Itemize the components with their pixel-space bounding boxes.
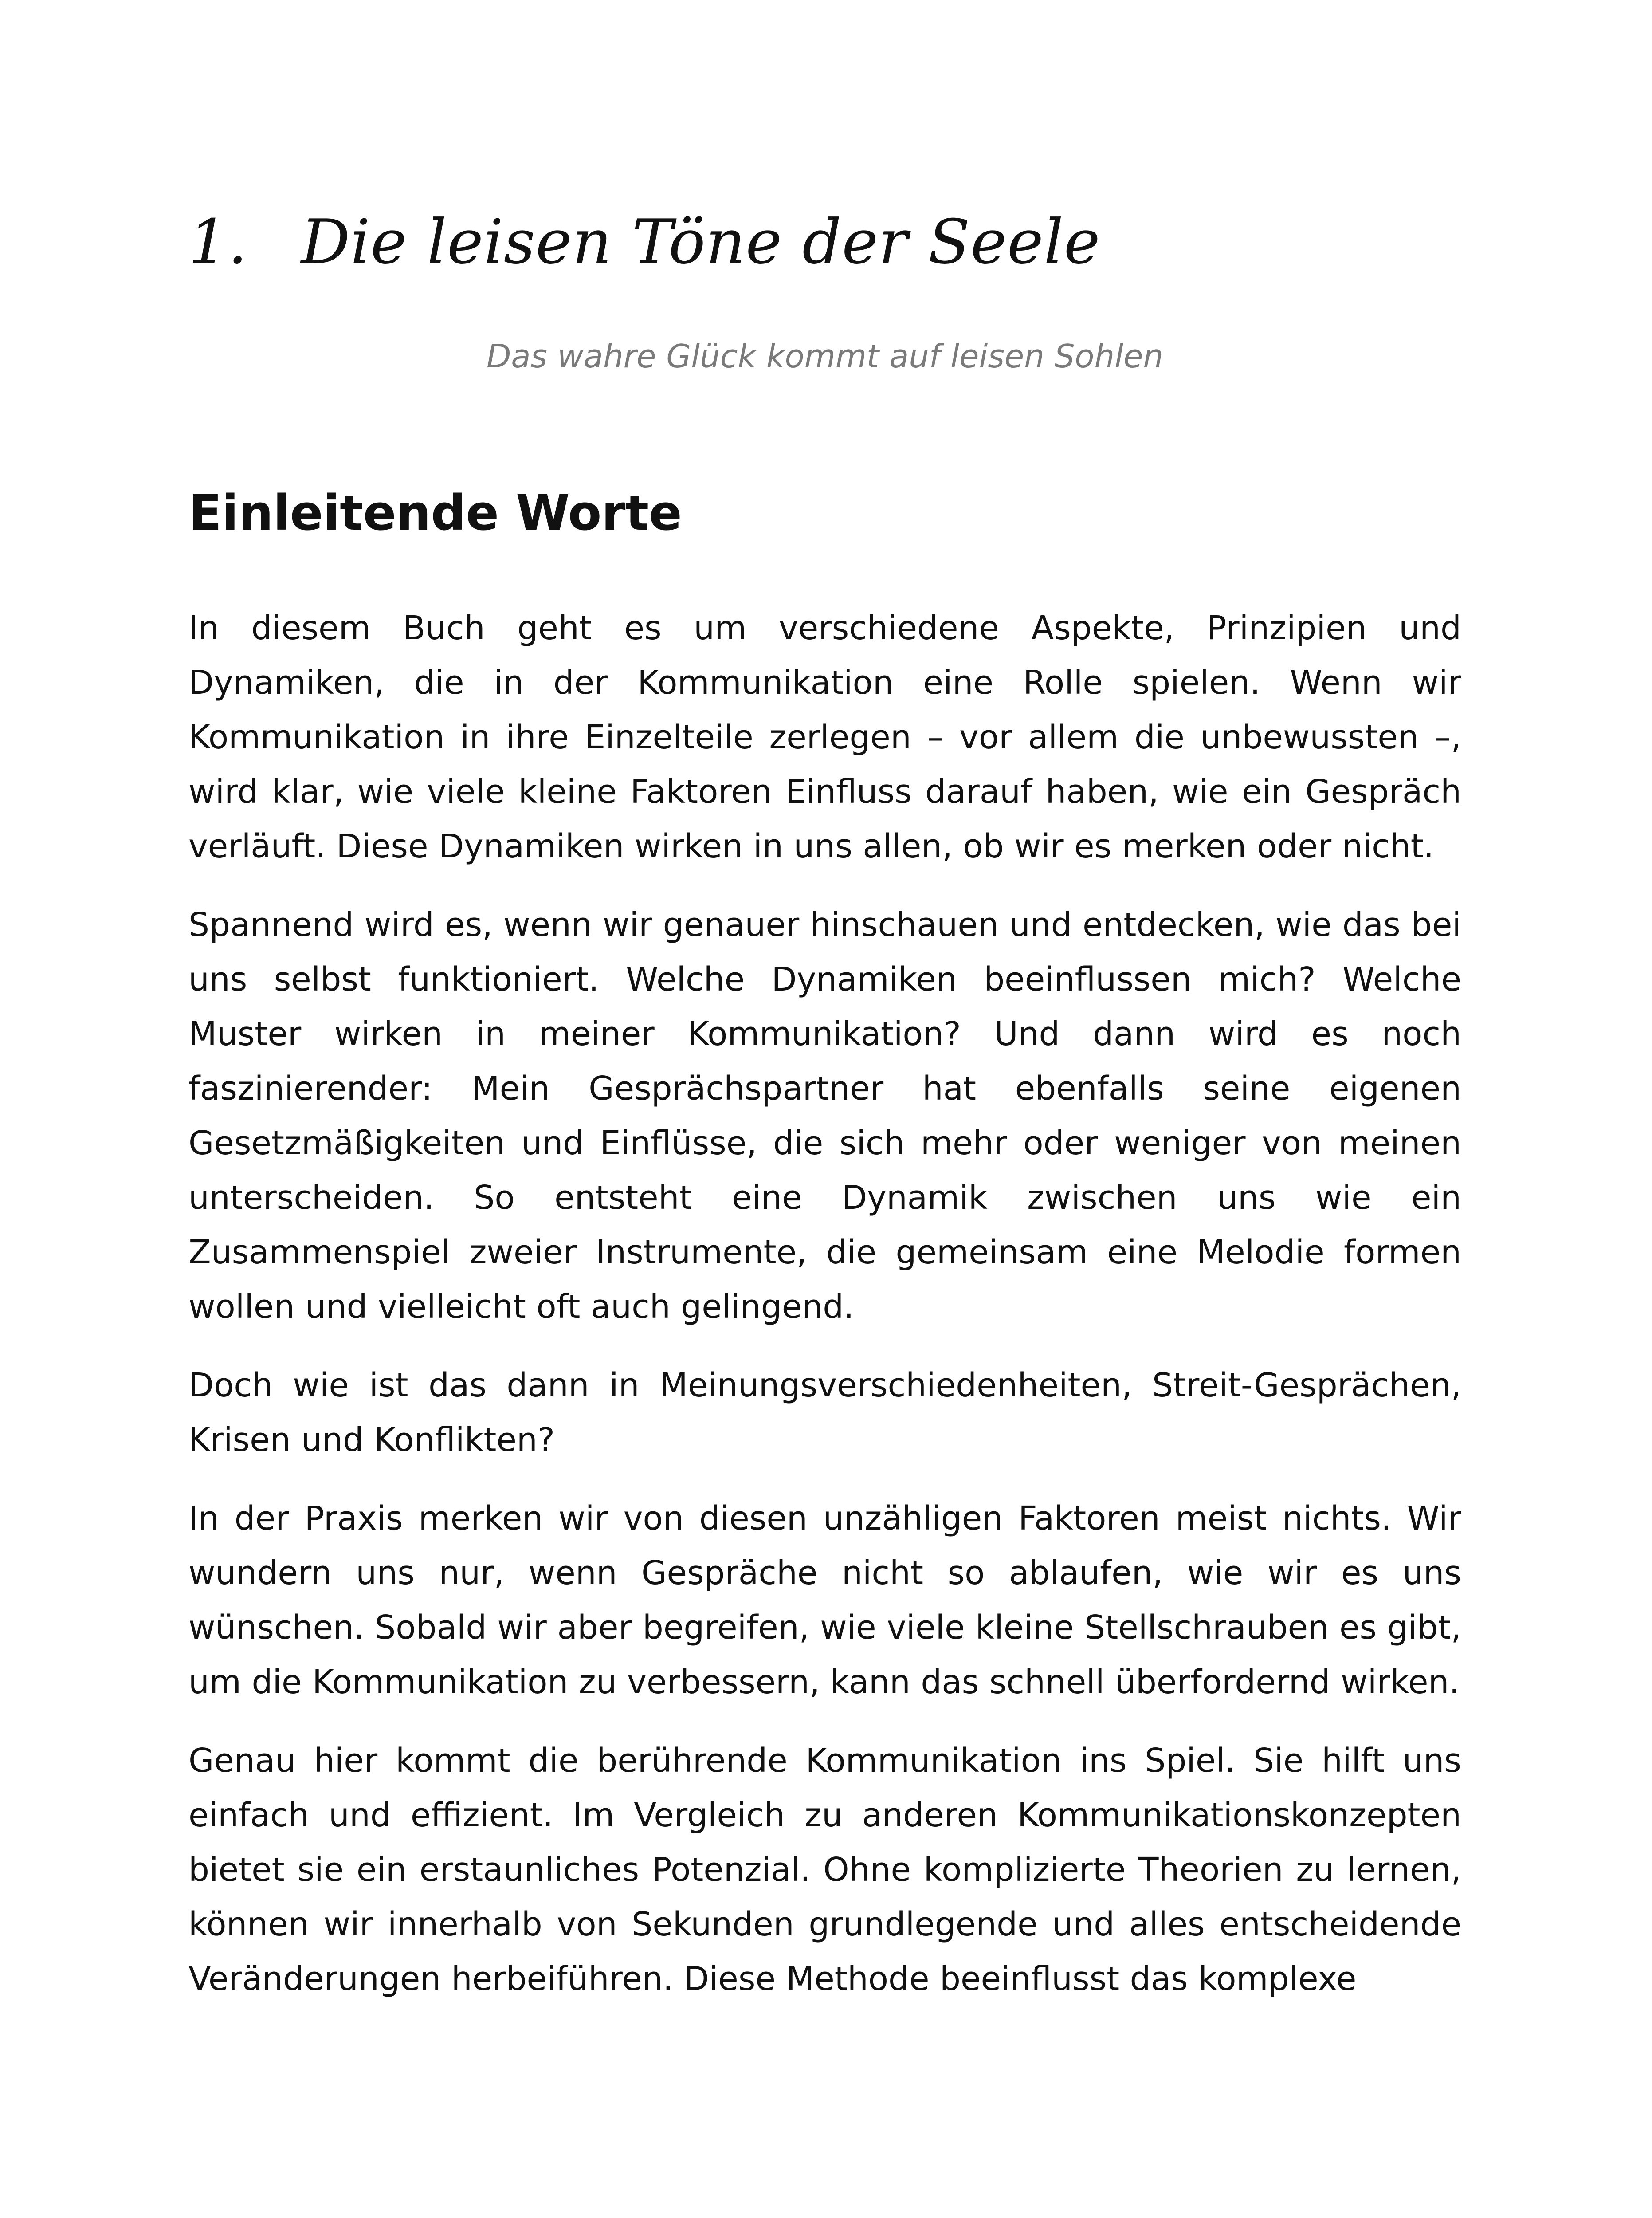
section-title: Einleitende Worte xyxy=(188,484,682,541)
paragraph-2: Spannend wird es, wenn wir genauer hinschauen und entdecken, wie das bei uns selbst funktioniert. Welche Dynamiken beeinflussen mich? Welche Muster wirken in meiner Kommunikation? Und dann wird es noch faszinierender: Mein Gesprächspartner hat ebenfalls seine eigenen Gesetzmäßigkeiten und Einflüsse, die sich mehr oder weniger von meinen unterscheiden. So entsteht eine Dynamik zwischen uns wie ein Zusammenspiel zweier Instrumente, die gemeinsam eine Melodie formen wollen und vielleicht oft auch gelingend. xyxy=(188,906,1461,1326)
paragraph-4: In der Praxis merken wir von diesen unzähligen Faktoren meist nichts. Wir wundern uns nur, wenn Gespräche nicht so ablaufen, wie wir es uns wünschen. Sobald wir aber begreifen, wie viele kleine Stellschrauben es gibt, um die Kommunikation zu verbessern, kann das schnell überfordernd wirken. xyxy=(188,1499,1461,1701)
chapter-epigraph: Das wahre Glück kommt auf leisen Sohlen xyxy=(486,338,1164,375)
body-text xyxy=(188,601,1461,2030)
paragraph-5: Genau hier kommt die berührende Kommunikation ins Spiel. Sie hilft uns einfach und effizient. Im Vergleich zu anderen Kommunikationskonzepten bietet sie ein erstaunliches Potenzial. Ohne komplizierte Theorien zu lernen, können wir innerhalb von Sekunden grundlegende und alles entscheidende Veränderungen herbeiführen. Diese Methode beeinflusst das komplexe xyxy=(188,1742,1461,1998)
paragraph-3: Doch wie ist das dann in Meinungsverschiedenheiten, Streit-Gesprächen, Krisen und Konflikten? xyxy=(188,1366,1461,1459)
chapter-number: 1. xyxy=(188,206,248,278)
paragraph-1: In diesem Buch geht es um verschiedene Aspekte, Prinzipien und Dynamiken, die in der Kommunikation eine Rolle spielen. Wenn wir Kommunikation in ihre Einzelteile zerlegen – vor allem die unbewussten –, wird klar, wie viele kleine Faktoren Einfluss darauf haben, wie ein Gespräch verläuft. Diese Dynamiken wirken in uns allen, ob wir es merken oder nicht. xyxy=(188,609,1461,865)
chapter-title-text: Die leisen Töne der Seele xyxy=(301,206,1101,278)
chapter-title xyxy=(188,208,1475,276)
